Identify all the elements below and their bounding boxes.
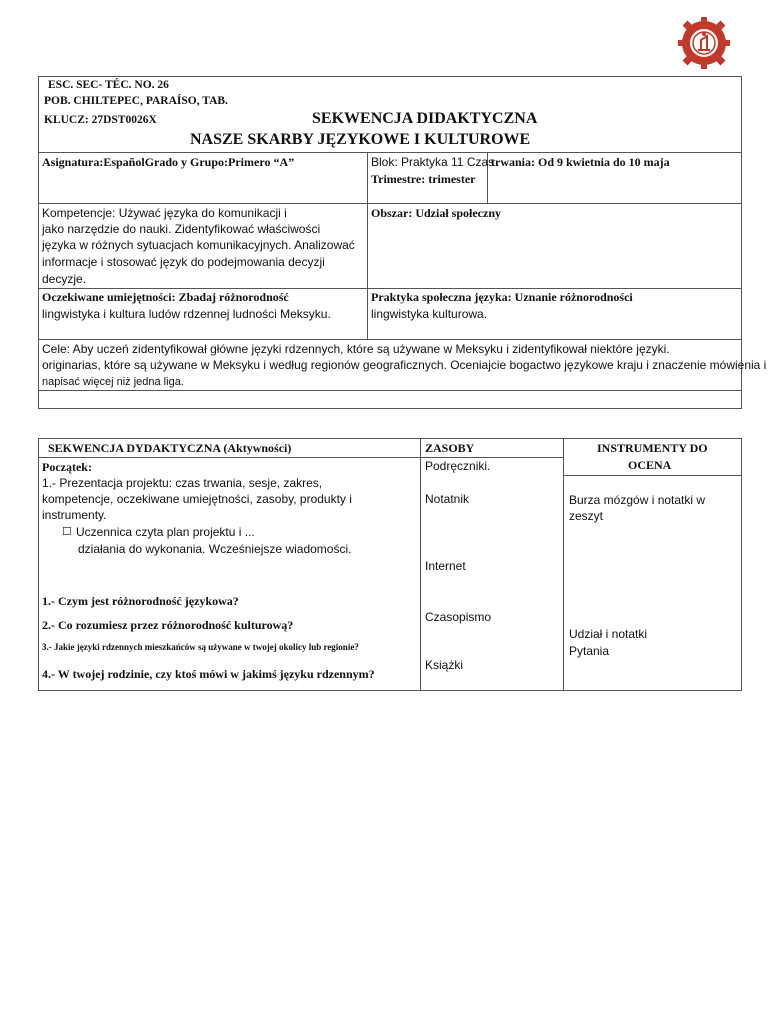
document-title: SEKWENCJA DIDAKTYCZNA: [312, 110, 538, 127]
resource-item: Książki: [425, 658, 464, 672]
duration-label: trwania: Od 9 kwietnia do 10 maja: [491, 155, 670, 169]
activity-bullet: Uczennica czyta plan projektu i ...: [76, 525, 255, 539]
expected-skills-heading: Oczekiwane umiejętności: Zbadaj różnorodność: [42, 290, 289, 304]
question: 2.- Co rozumiesz przez różnorodność kulturową?: [42, 618, 294, 632]
resource-item: Podręczniki.: [425, 459, 491, 473]
school-seal-logo: [676, 14, 732, 72]
column-header-instruments: INSTRUMENTY DO: [597, 441, 708, 455]
divider: [367, 152, 368, 203]
competencies-line: informacje i stosować język do podejmowania decyzji: [42, 255, 325, 269]
instrument-item: Pytania: [569, 644, 610, 658]
document-subtitle: NASZE SKARBY JĘZYKOWE I KULTUROWE: [190, 131, 531, 148]
trimester-label: Trimestre: trimester: [371, 172, 476, 186]
expected-skills-text: lingwistyka i kultura ludów rdzennej ludności Meksyku.: [42, 307, 331, 321]
competencies-line: jako narzędzie do nauki. Zidentyfikować właściwości: [42, 222, 321, 236]
competencies-line: Kompetencje: Używać języka do komunikacji i: [42, 206, 287, 220]
instrument-item: Udział i notatki: [569, 627, 648, 641]
instrument-item: zeszyt: [569, 509, 604, 523]
school-town: POB. CHILTEPEC, PARAÍSO, TAB.: [44, 95, 228, 107]
school-name: ESC. SEC- TÉC. NO. 26: [48, 79, 169, 91]
social-practice-heading: Praktyka społeczna języka: Uznanie różnorodności: [371, 290, 633, 304]
checkbox-icon: ☐: [62, 526, 72, 538]
social-practice-text: lingwistyka kulturowa.: [371, 307, 488, 321]
column-header-sequence: SEKWENCJA DYDAKTYCZNA (Aktywności): [48, 441, 292, 455]
instrument-item: Burza mózgów i notatki w: [569, 493, 706, 507]
question: 4.- W twojej rodzinie, czy ktoś mówi w jakimś języku rdzennym?: [42, 667, 375, 681]
divider: [563, 475, 742, 476]
divider: [38, 339, 742, 340]
subject-grade-group: Asignatura:EspañolGrado y Grupo:Primero “A”: [42, 155, 295, 169]
competencies-line: języka w różnych sytuacjach komunikacyjnych. Analizować: [42, 238, 355, 252]
activity-item-line: kompetencje, oczekiwane umiejętności, zasoby, produkty i: [42, 492, 352, 506]
block-label: Blok: Praktyka 11 Czas: [371, 155, 495, 169]
divider: [367, 203, 368, 340]
question: 3.- Jakie języki rdzennych mieszkańców są używane w twojej okolicy lub regionie?: [42, 642, 359, 652]
column-header-resources: ZASOBY: [425, 441, 475, 455]
goals-line: napisać więcej niż jedna liga.: [42, 376, 184, 388]
area-label: Obszar: Udział społeczny: [371, 206, 501, 220]
resource-item: Notatnik: [425, 492, 470, 506]
activity-item-line: instrumenty.: [42, 508, 107, 522]
goals-line: Cele: Aby uczeń zidentyfikował główne języki rdzennych, które są używane w Meksyku i zidentyfikował niektóre języki.: [42, 342, 670, 356]
divider: [38, 203, 742, 204]
school-key: KLUCZ: 27DST0026X: [44, 114, 157, 126]
divider: [38, 457, 564, 458]
activity-item-line: 1.- Prezentacja projektu: czas trwania, sesje, zakres,: [42, 476, 323, 490]
resource-item: Czasopismo: [425, 610, 492, 624]
divider: [420, 438, 421, 691]
start-label: Początek:: [42, 460, 92, 474]
competencies-line: decyzje.: [42, 272, 87, 286]
goals-line: originarias, które są używane w Meksyku i według regionów geograficznych. Oceniajcie bogactwo językowe kraju i znaczenie mówienia i: [42, 358, 767, 372]
divider: [38, 288, 742, 289]
column-header-instruments: OCENA: [628, 458, 672, 472]
question: 1.- Czym jest różnorodność językowa?: [42, 594, 239, 608]
divider: [38, 390, 742, 391]
activity-bullet: działania do wykonania. Wcześniejsze wiadomości.: [78, 542, 352, 556]
resource-item: Internet: [425, 559, 466, 573]
divider: [38, 152, 742, 153]
